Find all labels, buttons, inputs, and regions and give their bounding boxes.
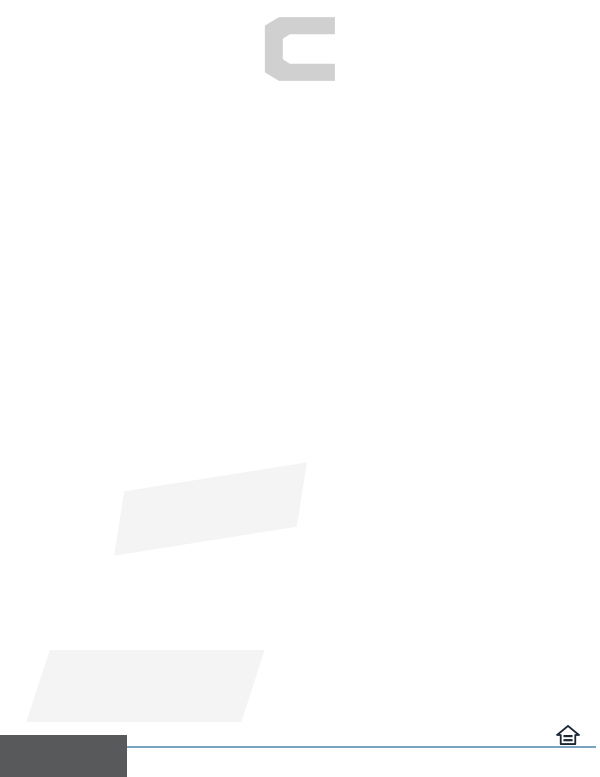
builder-logo [200,8,400,92]
equal-housing-logo [552,725,584,750]
bright-mls-watermark [0,735,127,777]
watermark-band [114,462,307,555]
equal-housing-house-icon [556,725,580,745]
capital-c-icon [256,14,336,84]
footer-divider-line [124,746,596,748]
watermark-band [26,650,264,722]
